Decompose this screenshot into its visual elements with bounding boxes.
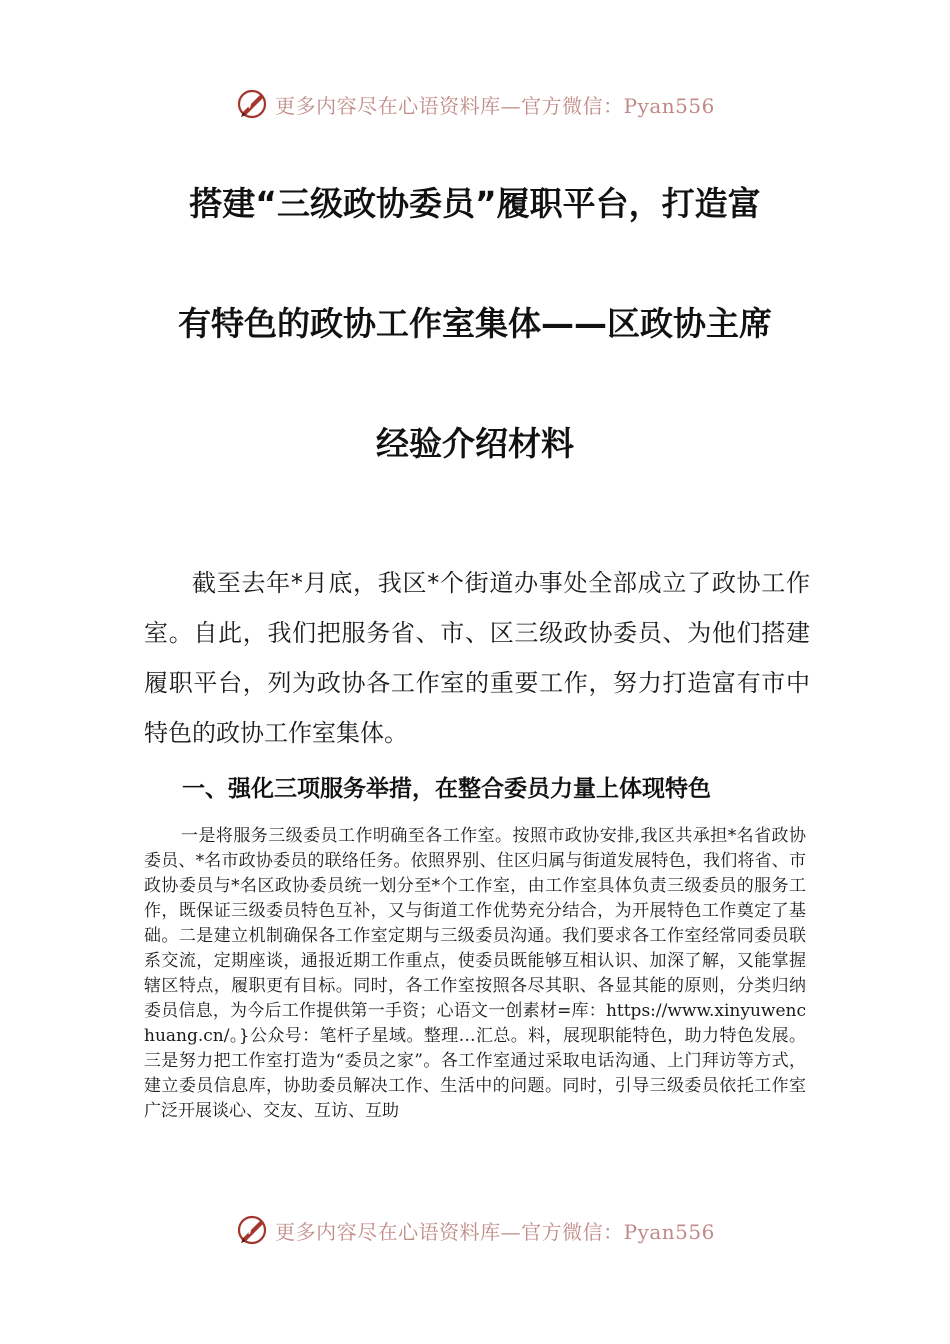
section-1-body: 一是将服务三级委员工作明确至各工作室。按照市政协安排,我区共承担*名省政协委员、*名市政协委员的联络任务。依照界别、住区归属与街道发展特色，我们将省、市政协委员与*名区政协委员统一划分至*个工作室，由工作室具体负责三级委员的服务工作，既保证三级委员特色互补，又与街道工作优势充分结合，为开展特色工作奠定了基础。二是建立机制确保各工作室定期与三级委员沟通。我们要求各工作室经常同委员联系交流，定期座谈，通报近期工作重点，使委员既能够互相认识、加深了解，又能掌握辖区特点，履职更有目标。同时，各工作室按照各尽其职、各显其能的原则，分类归纳委员信息，为今后工作提供第一手资；心语文一创素材=库：https://www.xinyuwenchuang.cn/。}公众号：笔杆子星域。整理…汇总。料，展现职能特色，助力特色发展。三是努力把工作室打造为“委员之家”。各工作室通过采取电话沟通、上门拜访等方式，建立委员信息库，协助委员解决工作、生活中的问题。同时，引导三级委员依托工作室广泛开展谈心、交友、互访、互助 xyxy=(144,826,806,1121)
pen-logo-icon xyxy=(235,86,271,122)
document-title-line-3: 经验介绍材料 xyxy=(376,424,574,463)
top-watermark-banner xyxy=(0,84,950,124)
document-title-line-1: 搭建“三级政协委员”履职平台，打造富 xyxy=(189,184,761,223)
bottom-watermark-text: 更多内容尽在心语资料库—官方微信：Pyan556 xyxy=(275,1219,715,1244)
document-title-line-2: 有特色的政协工作室集体——区政协主席 xyxy=(178,304,772,343)
pen-logo-icon xyxy=(235,1212,271,1248)
section-1-heading: 一、强化三项服务举措，在整合委员力量上体现特色 xyxy=(182,776,711,802)
intro-paragraph: 截至去年*月底，我区*个街道办事处全部成立了政协工作室。自此，我们把服务省、市、区三级政协委员、为他们搭建履职平台，列为政协各工作室的重要工作，努力打造富有市中特色的政协工作室集体。 xyxy=(144,569,810,747)
top-watermark-text: 更多内容尽在心语资料库—官方微信：Pyan556 xyxy=(275,93,715,118)
bottom-watermark-banner xyxy=(0,1210,950,1250)
